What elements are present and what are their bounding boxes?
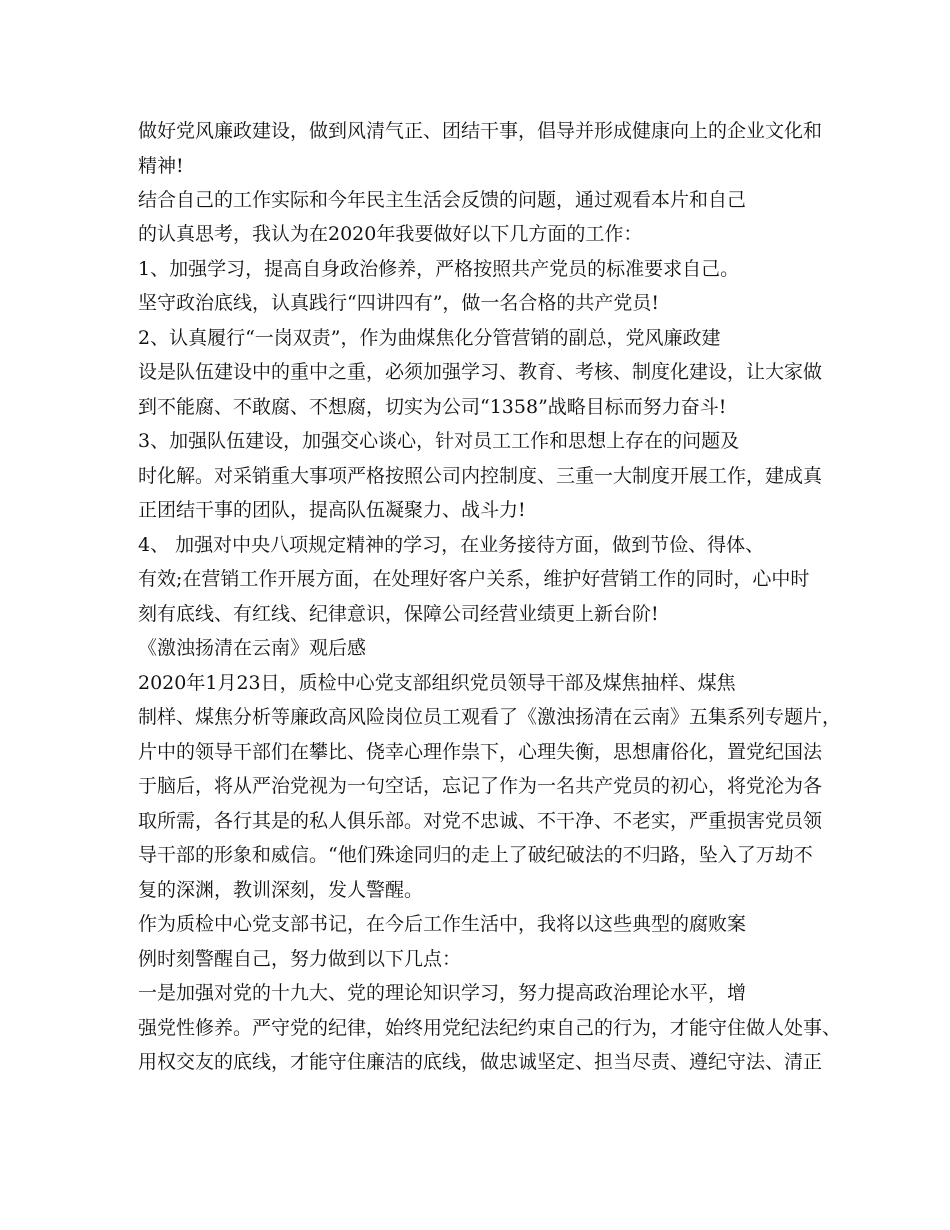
text-line: 的认真思考，我认为在2020年我要做好以下几方面的工作： <box>138 223 643 245</box>
text-line: 4、 加强对中央八项规定精神的学习，在业务接待方面，做到节俭、得体、 <box>138 534 765 556</box>
text-line: 一是加强对党的十九大、党的理论知识学习，努力提高政治理论水平，增 <box>138 982 747 1004</box>
text-line: 时化解。对采销重大事项严格按照公司内控制度、三重一大制度开展工作，建成真 <box>138 465 823 487</box>
text-line: 于脑后，将从严治党视为一句空话，忘记了作为一名共产党员的初心，将党沦为各 <box>138 775 823 797</box>
text-line: 复的深渊，教训深刻，发人警醒。 <box>138 879 424 901</box>
text-line: 正团结干事的团队，提高队伍凝聚力、战斗力! <box>138 499 526 521</box>
text-line: 作为质检中心党支部书记，在今后工作生活中，我将以这些典型的腐败案 <box>138 913 747 935</box>
section-title: 《激浊扬清在云南》观后感 <box>138 637 367 659</box>
text-line: 导干部的形象和威信。“他们殊途同归的走上了破纪破法的不归路，坠入了万劫不 <box>138 844 813 866</box>
text-line: 有效;在营销工作开展方面，在处理好客户关系，维护好营销工作的同时，心中时 <box>138 568 810 590</box>
text-line: 片中的领导干部们在攀比、侥幸心理作祟下，心理失衡，思想庸俗化，置党纪国法 <box>138 741 823 763</box>
text-line: 制样、煤焦分析等廉政高风险岗位员工观看了《激浊扬清在云南》五集系列专题片， <box>138 706 842 728</box>
text-line: 做好党风廉政建设，做到风清气正、团结干事，倡导并形成健康向上的企业文化和 <box>138 120 823 142</box>
text-line: 2、认真履行“一岗双责”，作为曲煤焦化分管营销的副总，党风廉政建 <box>138 327 721 349</box>
text-line: 刻有底线、有红线、纪律意识，保障公司经营业绩更上新台阶! <box>138 603 659 625</box>
text-line: 强党性修养。严守党的纪律，始终用党纪法纪约束自己的行为，才能守住做人处事、 <box>138 1017 842 1039</box>
text-line: 取所需，各行其是的私人俱乐部。对党不忠诚、不干净、不老实，严重损害党员领 <box>138 810 823 832</box>
text-line: 精神! <box>138 155 184 177</box>
text-line: 设是队伍建设中的重中之重，必须加强学习、教育、考核、制度化建设，让大家做 <box>138 361 823 383</box>
text-line: 2020年1月23日，质检中心党支部组织党员领导干部及煤焦抽样、煤焦 <box>138 672 736 694</box>
text-line: 结合自己的工作实际和今年民主生活会反馈的问题，通过观看本片和自己 <box>138 189 747 211</box>
text-line: 1、加强学习，提高自身政治修养，严格按照共产党员的标准要求自己。 <box>138 258 740 280</box>
text-line: 例时刻警醒自己，努力做到以下几点： <box>138 948 462 970</box>
text-line: 到不能腐、不敢腐、不想腐，切实为公司“1358”战略目标而努力奋斗! <box>138 396 727 418</box>
text-line: 坚守政治底线，认真践行“四讲四有”，做一名合格的共产党员! <box>138 292 660 314</box>
text-line: 用权交友的底线，才能守住廉洁的底线，做忠诚坚定、担当尽责、遵纪守法、清正 <box>138 1051 823 1073</box>
text-line: 3、加强队伍建设，加强交心谈心，针对员工工作和思想上存在的问题及 <box>138 430 740 452</box>
